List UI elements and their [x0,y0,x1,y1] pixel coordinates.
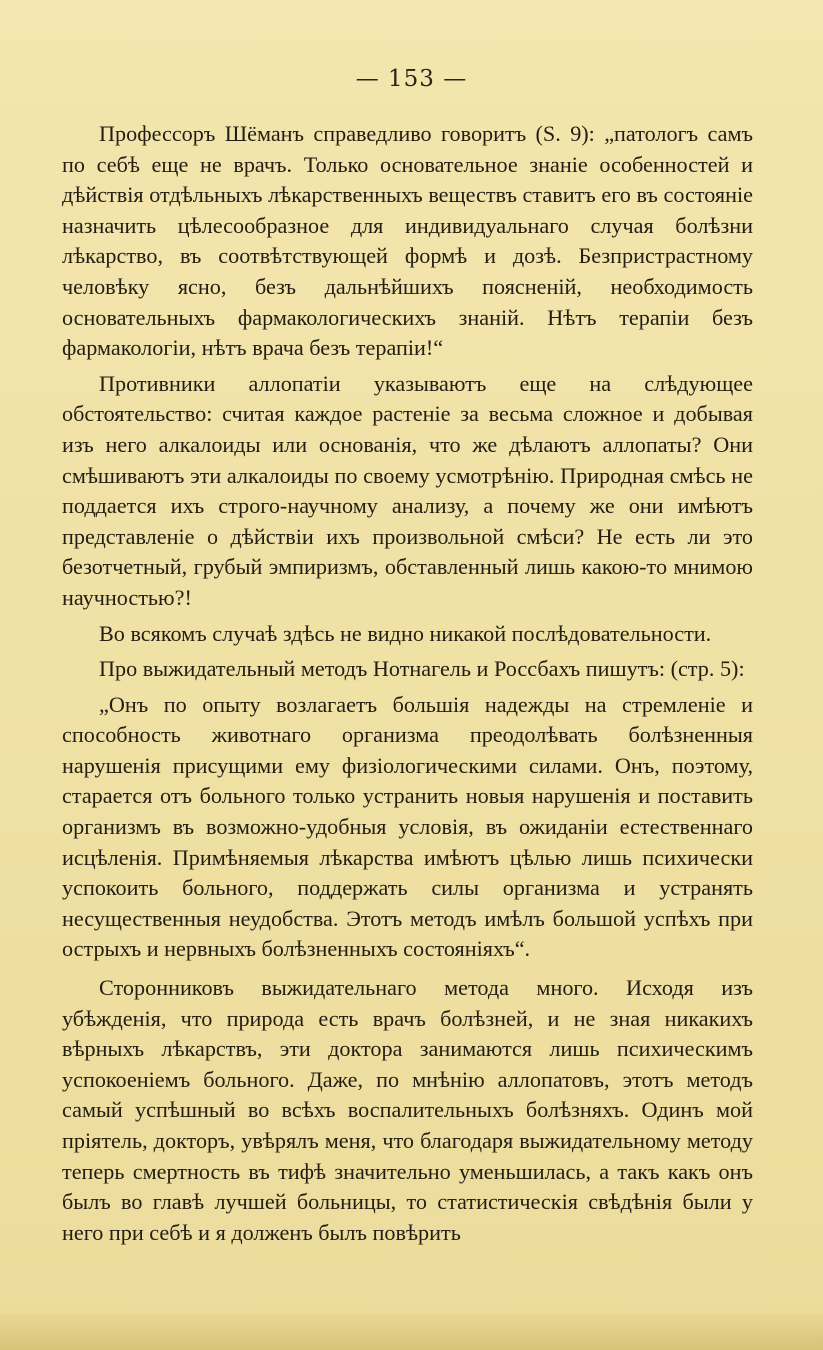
page-body-text [62,119,753,1253]
paragraph-supporters-expectant-method: Сторонниковъ выжидательнаго метода много. Исходя изъ убѣжденія, что природа есть врачъ болѣзней, и не зная никакихъ вѣрныхъ лѣкарствъ, эти доктора занимаются лишь психическимъ успокоеніемъ больного. Даже, по мнѣнію аллопатовъ, этотъ методъ самый успѣшный во всѣхъ воспалительныхъ болѣзняхъ. Одинъ мой пріятель, докторъ, увѣрялъ меня, что благодаря выжидательному методу теперь смертность въ тифѣ значительно уменьшилась, а такъ какъ онъ былъ во главѣ лучшей больницы, то статистическія свѣдѣнія были у него при себѣ и я долженъ былъ повѣрить [62,975,753,1245]
paragraph-expectant-method-intro: Про выжидательный методъ Нотнагель и Россбахъ пишутъ: (стр. 5): [99,656,745,682]
page-number: — 153 — [355,66,468,92]
paragraph-schoman-quote: Профессоръ Шёманъ справедливо говоритъ (S. 9): „патологъ самъ по себѣ еще не врачъ. Только основательное знаніе особенностей и дѣйствія отдѣльныхъ лѣкарственныхъ веществъ ставитъ его въ состояніе назначить цѣлесообразное для индивидуальнаго случая болѣзни лѣкарство, въ соотвѣтствующей формѣ и дозѣ. Безпристрастному человѣку ясно, безъ дальнѣйшихъ поясненій, необходимость основательныхъ фармакологическихъ знаній. Нѣтъ терапіи безъ фармакологіи, нѣтъ врача безъ терапіи!“ [62,121,753,361]
paragraph-opponents-allopathy: Противники аллопатіи указываютъ еще на слѣдующее обстоятельство: считая каждое растеніе за весьма сложное и добывая изъ него алкалоиды или основанія, что же дѣлаютъ аллопаты? Они смѣшиваютъ эти алкалоиды по своему усмотрѣнію. Природная смѣсь не поддается ихъ строго-научному анализу, а почему же они имѣютъ представленіе о дѣйствіи ихъ произвольной смѣси? Не есть ли это безотчетный, грубый эмпиризмъ, обставленный лишь какою-то мнимою научностью?! [62,370,753,610]
page-bottom-edge [0,1314,823,1350]
paragraph-no-consistency: Во всякомъ случаѣ здѣсь не видно никакой послѣдовательности. [99,620,712,646]
paragraph-nothnagel-rossbach-quote: „Онъ по опыту возлагаетъ большія надежды на стремленіе и способность животнаго организма преодолѣвать болѣзненныя нарушенія присущими ему физіологическими силами. Онъ, поэтому, старается отъ больного только устранить новыя нарушенія и поставить организмъ въ возможно-удобныя условія, въ ожиданіи естественнаго исцѣленія. Примѣняемыя лѣкарства имѣютъ цѣлью лишь психически успокоить больного, поддержать силы организма и устранять несущественныя неудобства. Этотъ методъ имѣлъ большой успѣхъ при острыхъ и нервныхъ болѣзненныхъ состояніяхъ“. [62,691,753,962]
